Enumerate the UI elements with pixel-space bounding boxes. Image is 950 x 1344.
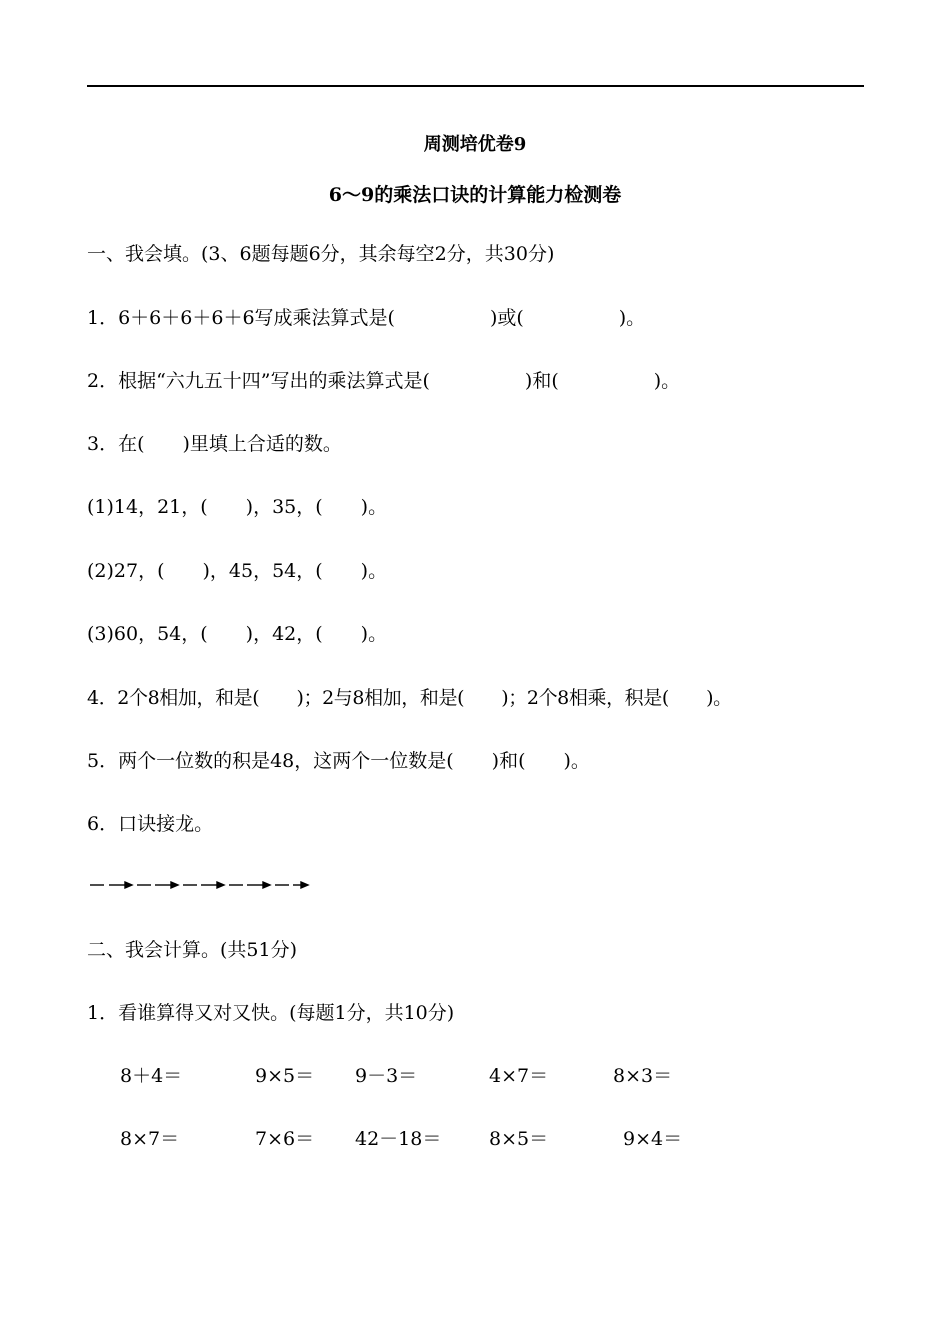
- question-1-3-3: (3)60，54，( )，42，( )。: [87, 623, 388, 645]
- section1-heading: 一、我会填。(3、6题每题6分，其余每空2分，共30分): [87, 243, 555, 265]
- exercise-item: 8×5＝: [489, 1128, 549, 1150]
- exercise-item: 8×7＝: [120, 1128, 180, 1150]
- question-1-1: 1．6＋6＋6＋6＋6写成乘法算式是( )或( )。: [87, 307, 646, 329]
- question-1-2: 2．根据“六九五十四”写出的乘法算式是( )和( )。: [87, 370, 681, 392]
- question-1-4: 4．2个8相加，和是( )；2与8相加，和是( )；2个8相乘，积是( )。: [87, 687, 732, 709]
- exercise-item: 42－18＝: [355, 1128, 442, 1150]
- top-rule: [87, 85, 864, 87]
- exercise-item: 8×3＝: [613, 1065, 673, 1087]
- question-2-1: 1．看谁算得又对又快。(每题1分，共10分): [87, 1002, 455, 1024]
- question-1-3-1: (1)14，21，( )，35，( )。: [87, 496, 388, 518]
- question-1-6: 6．口诀接龙。: [87, 813, 214, 835]
- exercise-item: 8＋4＝: [120, 1065, 183, 1087]
- section2-heading: 二、我会计算。(共51分): [87, 939, 298, 961]
- exercise-item: 9×5＝: [255, 1065, 315, 1087]
- question-1-3-2: (2)27，( )，45，54，( )。: [87, 560, 388, 582]
- exercise-row-1: [0, 1064, 950, 1088]
- page-title: 周测培优卷9: [423, 134, 527, 155]
- exercise-item: 7×6＝: [255, 1128, 315, 1150]
- page-subtitle: 6～9的乘法口诀的计算能力检测卷: [328, 184, 622, 206]
- question-1-3: 3．在( )里填上合适的数。: [87, 433, 342, 455]
- chain-arrows: [87, 872, 317, 896]
- exercise-item: 9×4＝: [623, 1128, 683, 1150]
- exercise-item: 4×7＝: [489, 1065, 549, 1087]
- question-1-5: 5．两个一位数的积是48，这两个一位数是( )和( )。: [87, 750, 590, 772]
- exercise-row-2: [0, 1127, 950, 1151]
- exercise-item: 9－3＝: [355, 1065, 418, 1087]
